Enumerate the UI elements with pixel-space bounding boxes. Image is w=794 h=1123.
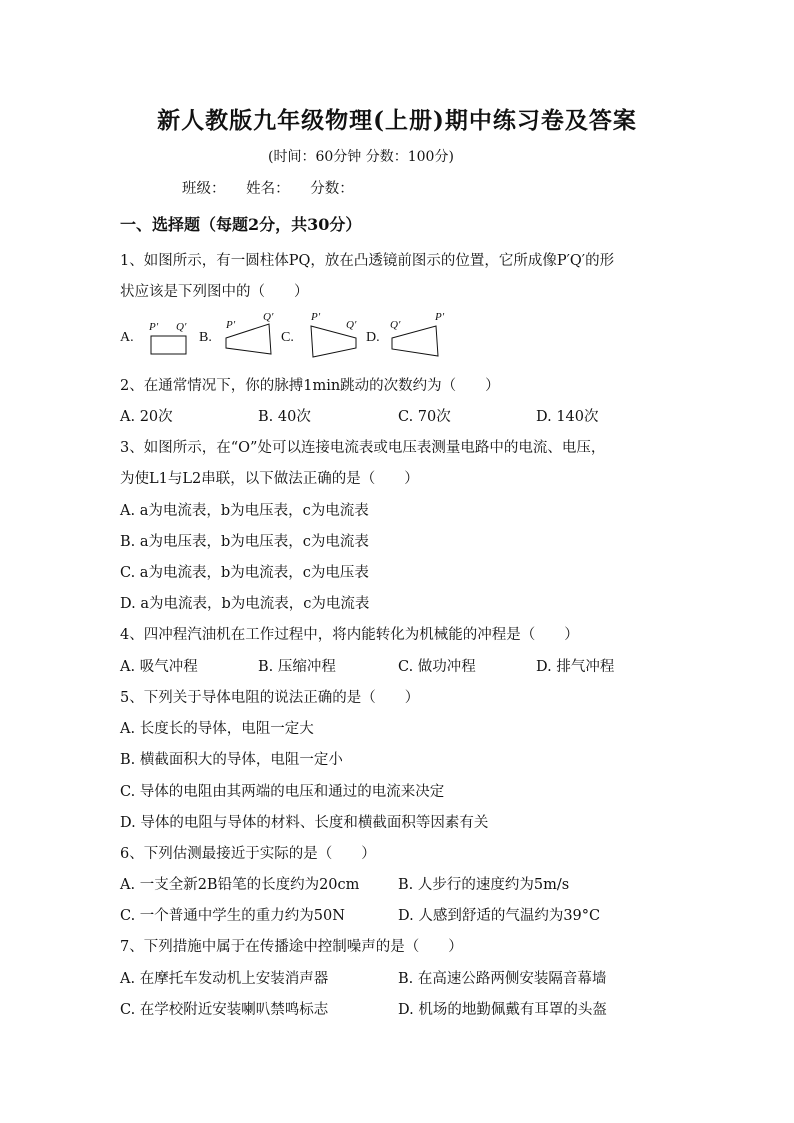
question-2-option-a: A. 20次: [120, 409, 173, 425]
question-1-line-1: 1、如图所示，有一圆柱体PQ，放在凸透镜前图示的位置，它所成像P′Q′的形: [120, 253, 615, 269]
option-b-label: B.: [199, 330, 212, 345]
question-6-stem: 6、下列估测最接近于实际的是（ ）: [120, 846, 376, 862]
svg-text:Q′: Q′: [263, 312, 274, 323]
question-6-option-c: C. 一个普通中学生的重力约为50N: [120, 908, 345, 924]
question-6-option-d: D. 人感到舒适的气温约为39°C: [398, 908, 601, 924]
question-2-option-d: D. 140次: [536, 409, 599, 425]
option-a-rectangle: [151, 336, 186, 354]
question-3-option-a: A. a为电流表，b为电压表，c为电流表: [120, 503, 369, 519]
question-2-stem: 2、在通常情况下，你的脉搏1min跳动的次数约为（ ）: [120, 378, 500, 394]
question-6-option-a: A. 一支全新2B铅笔的长度约为20cm: [120, 877, 360, 893]
name-label: 姓名：: [246, 181, 290, 197]
svg-text:Q′: Q′: [176, 321, 187, 333]
svg-text:Q′: Q′: [346, 319, 357, 331]
question-3-option-d: D. a为电流表，b为电流表，c为电流表: [120, 596, 370, 612]
svg-text:P′: P′: [435, 312, 445, 323]
question-1-figure: [120, 312, 460, 362]
question-7-option-b: B. 在高速公路两侧安装隔音幕墙: [398, 971, 607, 987]
question-7-option-c: C. 在学校附近安装喇叭禁鸣标志: [120, 1002, 329, 1018]
question-6-option-b: B. 人步行的速度约为5m/s: [398, 877, 570, 893]
option-a-label: A.: [120, 330, 134, 345]
question-5-option-c: C. 导体的电阻由其两端的电压和通过的电流来决定: [120, 784, 445, 800]
question-7-stem: 7、下列措施中属于在传播途中控制噪声的是（ ）: [120, 939, 463, 955]
question-4-stem: 4、四冲程汽油机在工作过程中，将内能转化为机械能的冲程是（ ）: [120, 627, 579, 643]
question-4-option-b: B. 压缩冲程: [258, 659, 336, 675]
exam-time-score: (时间：60分钟 分数：100分): [268, 149, 454, 165]
option-d-label: D.: [366, 330, 380, 345]
question-5-option-d: D. 导体的电阻与导体的材料、长度和横截面积等因素有关: [120, 815, 489, 831]
svg-text:P′: P′: [149, 321, 159, 333]
question-5-stem: 5、下列关于导体电阻的说法正确的是（ ）: [120, 690, 420, 706]
question-2-option-b: B. 40次: [258, 409, 311, 425]
score-label: 分数：: [310, 181, 354, 197]
svg-text:P′: P′: [226, 319, 236, 331]
question-2-option-c: C. 70次: [398, 409, 451, 425]
question-5-option-b: B. 横截面积大的导体，电阻一定小: [120, 752, 343, 768]
class-label: 班级：: [182, 181, 226, 197]
question-3-line-1: 3、如图所示，在“O”处可以连接电流表或电压表测量电路中的电流、电压，: [120, 440, 606, 456]
svg-text:Q′: Q′: [390, 319, 401, 331]
svg-text:P′: P′: [311, 312, 321, 323]
question-7-option-d: D. 机场的地勤佩戴有耳罩的头盔: [398, 1002, 607, 1018]
question-3-option-b: B. a为电压表，b为电压表，c为电流表: [120, 534, 369, 550]
question-3-option-c: C. a为电流表，b为电流表，c为电压表: [120, 565, 369, 581]
question-4-option-c: C. 做功冲程: [398, 659, 476, 675]
question-7-option-a: A. 在摩托车发动机上安装消声器: [120, 971, 329, 987]
question-5-option-a: A. 长度长的导体，电阻一定大: [120, 721, 314, 737]
page-title: 新人教版九年级物理(上册)期中练习卷及答案: [157, 107, 637, 134]
question-3-line-2: 为使L1与L2串联，以下做法正确的是（ ）: [120, 471, 419, 487]
student-info-line: [182, 177, 370, 198]
question-4-option-d: D. 排气冲程: [536, 659, 615, 675]
option-c-label: C.: [281, 330, 294, 345]
question-1-line-2: 状应该是下列图中的（ ）: [120, 284, 309, 300]
question-4-option-a: A. 吸气冲程: [120, 659, 198, 675]
section-heading: 一、选择题（每题2分，共30分）: [120, 215, 362, 234]
